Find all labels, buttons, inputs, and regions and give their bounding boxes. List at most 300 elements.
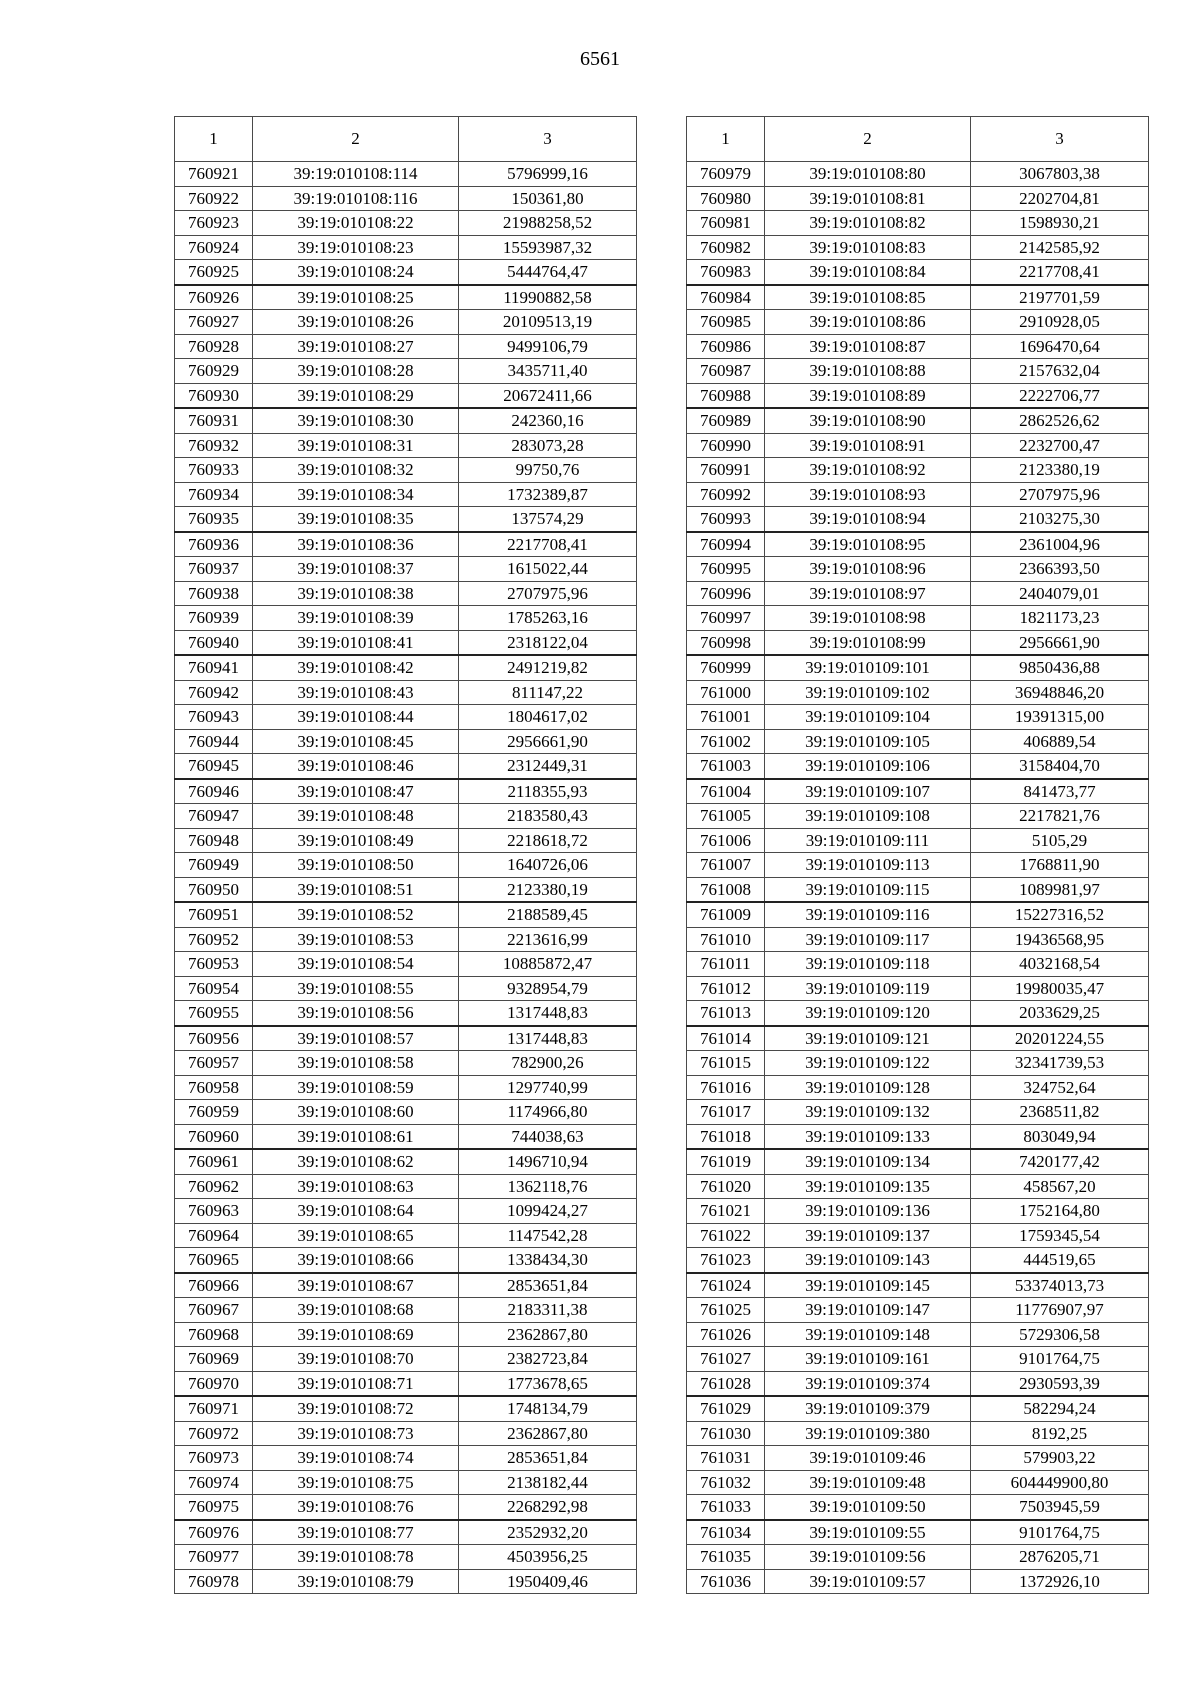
cell-value: 1696470,64	[971, 334, 1149, 359]
table-row	[687, 334, 1149, 359]
cell-number: 760965	[175, 1248, 253, 1273]
cell-cadastral-number: 39:19:010108:22	[253, 211, 459, 236]
cell-value: 2491219,82	[459, 655, 637, 680]
cell-cadastral-number: 39:19:010108:49	[253, 828, 459, 853]
cell-value: 36948846,20	[971, 680, 1149, 705]
table-row	[687, 705, 1149, 730]
cell-cadastral-number: 39:19:010109:116	[765, 902, 971, 927]
table-row	[687, 260, 1149, 285]
cell-value: 19436568,95	[971, 927, 1149, 952]
cell-cadastral-number: 39:19:010108:32	[253, 458, 459, 483]
cell-cadastral-number: 39:19:010109:107	[765, 779, 971, 804]
cell-number: 761002	[687, 729, 765, 754]
cell-number: 760930	[175, 383, 253, 408]
cell-cadastral-number: 39:19:010109:119	[765, 976, 971, 1001]
cell-number: 760936	[175, 532, 253, 557]
cell-number: 760962	[175, 1174, 253, 1199]
cell-number: 761013	[687, 1001, 765, 1026]
cell-number: 760946	[175, 779, 253, 804]
cell-number: 760972	[175, 1421, 253, 1446]
cell-number: 760993	[687, 507, 765, 532]
cell-value: 2862526,62	[971, 408, 1149, 433]
table-row	[687, 532, 1149, 557]
cell-value: 1317448,83	[459, 1026, 637, 1051]
table-row	[687, 1421, 1149, 1446]
table-row	[175, 729, 637, 754]
table-row	[687, 1569, 1149, 1594]
table-row	[175, 655, 637, 680]
table-row	[175, 804, 637, 829]
cell-cadastral-number: 39:19:010108:62	[253, 1149, 459, 1174]
table-row	[687, 779, 1149, 804]
cell-cadastral-number: 39:19:010109:55	[765, 1520, 971, 1545]
cell-value: 2366393,50	[971, 557, 1149, 582]
cell-cadastral-number: 39:19:010108:53	[253, 927, 459, 952]
cell-value: 1785263,16	[459, 606, 637, 631]
table-row	[687, 1149, 1149, 1174]
cell-cadastral-number: 39:19:010108:55	[253, 976, 459, 1001]
cell-cadastral-number: 39:19:010109:122	[765, 1051, 971, 1076]
cell-cadastral-number: 39:19:010109:106	[765, 754, 971, 779]
cell-number: 761000	[687, 680, 765, 705]
cell-cadastral-number: 39:19:010108:98	[765, 606, 971, 631]
cell-cadastral-number: 39:19:010108:71	[253, 1371, 459, 1396]
cell-number: 760970	[175, 1371, 253, 1396]
cell-value: 20672411,66	[459, 383, 637, 408]
cell-number: 761027	[687, 1347, 765, 1372]
cell-value: 15227316,52	[971, 902, 1149, 927]
cell-value: 53374013,73	[971, 1273, 1149, 1298]
column-header-number: 1	[687, 117, 765, 162]
header-row	[175, 117, 637, 162]
cell-value: 2217708,41	[459, 532, 637, 557]
cell-value: 9101764,75	[971, 1520, 1149, 1545]
table-row	[687, 1322, 1149, 1347]
table-row	[687, 1223, 1149, 1248]
cell-cadastral-number: 39:19:010108:88	[765, 359, 971, 384]
cell-value: 579903,22	[971, 1446, 1149, 1471]
cell-cadastral-number: 39:19:010109:105	[765, 729, 971, 754]
table-row	[687, 828, 1149, 853]
cell-number: 760974	[175, 1470, 253, 1495]
cell-number: 761030	[687, 1421, 765, 1446]
cell-value: 4032168,54	[971, 952, 1149, 977]
table-body	[175, 162, 637, 1594]
cell-number: 760941	[175, 655, 253, 680]
cell-cadastral-number: 39:19:010108:52	[253, 902, 459, 927]
cell-number: 760938	[175, 581, 253, 606]
cell-number: 760939	[175, 606, 253, 631]
table-row	[175, 705, 637, 730]
cell-value: 811147,22	[459, 680, 637, 705]
cell-value: 1174966,80	[459, 1100, 637, 1125]
cell-number: 761034	[687, 1520, 765, 1545]
cell-value: 2361004,96	[971, 532, 1149, 557]
cell-value: 2222706,77	[971, 383, 1149, 408]
cell-value: 2362867,80	[459, 1322, 637, 1347]
cell-cadastral-number: 39:19:010108:64	[253, 1199, 459, 1224]
table-row	[175, 285, 637, 310]
cell-number: 760948	[175, 828, 253, 853]
cell-cadastral-number: 39:19:010108:30	[253, 408, 459, 433]
cell-value: 15593987,32	[459, 235, 637, 260]
cell-number: 760978	[175, 1569, 253, 1594]
cell-value: 2876205,71	[971, 1545, 1149, 1570]
cell-value: 2157632,04	[971, 359, 1149, 384]
cell-number: 760995	[687, 557, 765, 582]
table-row	[175, 334, 637, 359]
cell-value: 2268292,98	[459, 1495, 637, 1520]
table-row	[687, 1075, 1149, 1100]
table-row	[687, 902, 1149, 927]
cell-cadastral-number: 39:19:010108:93	[765, 482, 971, 507]
cell-number: 760928	[175, 334, 253, 359]
cell-cadastral-number: 39:19:010108:57	[253, 1026, 459, 1051]
cell-number: 760977	[175, 1545, 253, 1570]
table-row	[175, 1569, 637, 1594]
table-row	[687, 754, 1149, 779]
table-row	[687, 1470, 1149, 1495]
cell-number: 761018	[687, 1124, 765, 1149]
cell-cadastral-number: 39:19:010108:91	[765, 433, 971, 458]
cell-cadastral-number: 39:19:010109:56	[765, 1545, 971, 1570]
cell-number: 761021	[687, 1199, 765, 1224]
table-row	[687, 927, 1149, 952]
cell-value: 2956661,90	[459, 729, 637, 754]
cell-number: 761036	[687, 1569, 765, 1594]
cell-cadastral-number: 39:19:010108:44	[253, 705, 459, 730]
cell-number: 760927	[175, 310, 253, 335]
cell-cadastral-number: 39:19:010109:57	[765, 1569, 971, 1594]
cell-value: 2123380,19	[459, 877, 637, 902]
cell-number: 760979	[687, 162, 765, 187]
cell-value: 1362118,76	[459, 1174, 637, 1199]
cell-cadastral-number: 39:19:010109:117	[765, 927, 971, 952]
cell-cadastral-number: 39:19:010109:50	[765, 1495, 971, 1520]
cell-value: 7503945,59	[971, 1495, 1149, 1520]
cell-value: 3067803,38	[971, 162, 1149, 187]
cell-value: 803049,94	[971, 1124, 1149, 1149]
cell-value: 1496710,94	[459, 1149, 637, 1174]
cell-value: 2217821,76	[971, 804, 1149, 829]
table-row	[687, 630, 1149, 655]
table-header	[687, 117, 1149, 162]
cell-value: 2103275,30	[971, 507, 1149, 532]
cell-value: 2138182,44	[459, 1470, 637, 1495]
cell-value: 2404079,01	[971, 581, 1149, 606]
table-row	[175, 310, 637, 335]
cell-cadastral-number: 39:19:010109:147	[765, 1298, 971, 1323]
cell-value: 2352932,20	[459, 1520, 637, 1545]
cell-number: 760990	[687, 433, 765, 458]
cell-number: 760925	[175, 260, 253, 285]
cell-cadastral-number: 39:19:010108:96	[765, 557, 971, 582]
cell-cadastral-number: 39:19:010108:42	[253, 655, 459, 680]
cell-number: 760959	[175, 1100, 253, 1125]
cell-cadastral-number: 39:19:010108:90	[765, 408, 971, 433]
table-row	[175, 1495, 637, 1520]
table-row	[175, 235, 637, 260]
cell-value: 21988258,52	[459, 211, 637, 236]
table-row	[175, 1298, 637, 1323]
cell-cadastral-number: 39:19:010108:83	[765, 235, 971, 260]
cell-number: 761026	[687, 1322, 765, 1347]
cell-number: 761029	[687, 1396, 765, 1421]
cell-number: 761020	[687, 1174, 765, 1199]
cell-cadastral-number: 39:19:010108:39	[253, 606, 459, 631]
cell-value: 2707975,96	[971, 482, 1149, 507]
cell-number: 760942	[175, 680, 253, 705]
cell-value: 2142585,92	[971, 235, 1149, 260]
cell-value: 8192,25	[971, 1421, 1149, 1446]
table-row	[175, 680, 637, 705]
column-header-cadastral-number: 2	[253, 117, 459, 162]
cell-number: 760975	[175, 1495, 253, 1520]
cell-cadastral-number: 39:19:010108:84	[765, 260, 971, 285]
cell-value: 5105,29	[971, 828, 1149, 853]
table-row	[687, 1298, 1149, 1323]
cell-cadastral-number: 39:19:010108:66	[253, 1248, 459, 1273]
table-row	[687, 1273, 1149, 1298]
cell-cadastral-number: 39:19:010109:113	[765, 853, 971, 878]
table-row	[687, 458, 1149, 483]
table-row	[175, 260, 637, 285]
cell-number: 760984	[687, 285, 765, 310]
column-header-value: 3	[971, 117, 1149, 162]
cell-value: 2930593,39	[971, 1371, 1149, 1396]
table-row	[175, 1075, 637, 1100]
cell-value: 5796999,16	[459, 162, 637, 187]
cell-number: 760932	[175, 433, 253, 458]
cell-value: 2232700,47	[971, 433, 1149, 458]
cell-number: 760926	[175, 285, 253, 310]
cell-cadastral-number: 39:19:010108:59	[253, 1075, 459, 1100]
cell-cadastral-number: 39:19:010109:121	[765, 1026, 971, 1051]
cell-number: 760988	[687, 383, 765, 408]
cell-number: 760952	[175, 927, 253, 952]
cell-value: 1732389,87	[459, 482, 637, 507]
cell-number: 760956	[175, 1026, 253, 1051]
table-row	[175, 1421, 637, 1446]
right-data-table	[686, 116, 1149, 1594]
cell-cadastral-number: 39:19:010108:31	[253, 433, 459, 458]
table-row	[175, 927, 637, 952]
page-number: 6561	[580, 48, 620, 70]
cell-number: 760983	[687, 260, 765, 285]
cell-value: 604449900,80	[971, 1470, 1149, 1495]
table-row	[175, 359, 637, 384]
cell-cadastral-number: 39:19:010108:60	[253, 1100, 459, 1125]
left-data-table	[174, 116, 637, 1594]
table-row	[175, 754, 637, 779]
cell-number: 760973	[175, 1446, 253, 1471]
table-row	[687, 877, 1149, 902]
cell-cadastral-number: 39:19:010108:89	[765, 383, 971, 408]
column-header-value: 3	[459, 117, 637, 162]
cell-cadastral-number: 39:19:010108:48	[253, 804, 459, 829]
cell-number: 761007	[687, 853, 765, 878]
cell-value: 4503956,25	[459, 1545, 637, 1570]
cell-cadastral-number: 39:19:010109:133	[765, 1124, 971, 1149]
cell-number: 760951	[175, 902, 253, 927]
cell-value: 1338434,30	[459, 1248, 637, 1273]
cell-number: 760953	[175, 952, 253, 977]
cell-cadastral-number: 39:19:010108:75	[253, 1470, 459, 1495]
cell-value: 2368511,82	[971, 1100, 1149, 1125]
cell-number: 760929	[175, 359, 253, 384]
cell-value: 9499106,79	[459, 334, 637, 359]
table-row	[175, 1223, 637, 1248]
table-row	[175, 1248, 637, 1273]
table-row	[175, 1446, 637, 1471]
cell-cadastral-number: 39:19:010109:128	[765, 1075, 971, 1100]
table-row	[687, 952, 1149, 977]
table-row	[175, 532, 637, 557]
cell-cadastral-number: 39:19:010108:61	[253, 1124, 459, 1149]
table-row	[687, 853, 1149, 878]
table-row	[175, 606, 637, 631]
cell-number: 761009	[687, 902, 765, 927]
cell-number: 760985	[687, 310, 765, 335]
cell-value: 1821173,23	[971, 606, 1149, 631]
cell-cadastral-number: 39:19:010108:56	[253, 1001, 459, 1026]
cell-value: 2362867,80	[459, 1421, 637, 1446]
cell-value: 9101764,75	[971, 1347, 1149, 1372]
cell-cadastral-number: 39:19:010108:67	[253, 1273, 459, 1298]
table-row	[687, 507, 1149, 532]
cell-value: 1598930,21	[971, 211, 1149, 236]
cell-value: 99750,76	[459, 458, 637, 483]
cell-value: 1752164,80	[971, 1199, 1149, 1224]
cell-value: 2183580,43	[459, 804, 637, 829]
cell-number: 760967	[175, 1298, 253, 1323]
table-row	[687, 1174, 1149, 1199]
cell-number: 761022	[687, 1223, 765, 1248]
table-row	[175, 408, 637, 433]
cell-value: 458567,20	[971, 1174, 1149, 1199]
cell-value: 2202704,81	[971, 186, 1149, 211]
cell-value: 1099424,27	[459, 1199, 637, 1224]
cell-number: 761005	[687, 804, 765, 829]
table-row	[175, 211, 637, 236]
cell-value: 9328954,79	[459, 976, 637, 1001]
cell-number: 760992	[687, 482, 765, 507]
cell-value: 324752,64	[971, 1075, 1149, 1100]
cell-cadastral-number: 39:19:010109:374	[765, 1371, 971, 1396]
cell-cadastral-number: 39:19:010108:82	[765, 211, 971, 236]
cell-number: 760968	[175, 1322, 253, 1347]
cell-cadastral-number: 39:19:010108:86	[765, 310, 971, 335]
table-row	[175, 976, 637, 1001]
cell-number: 760966	[175, 1273, 253, 1298]
cell-cadastral-number: 39:19:010108:46	[253, 754, 459, 779]
cell-cadastral-number: 39:19:010109:161	[765, 1347, 971, 1372]
cell-value: 1950409,46	[459, 1569, 637, 1594]
cell-value: 1773678,65	[459, 1371, 637, 1396]
cell-cadastral-number: 39:19:010109:143	[765, 1248, 971, 1273]
cell-value: 2312449,31	[459, 754, 637, 779]
cell-cadastral-number: 39:19:010109:145	[765, 1273, 971, 1298]
cell-cadastral-number: 39:19:010109:108	[765, 804, 971, 829]
table-row	[687, 235, 1149, 260]
table-row	[175, 482, 637, 507]
table-row	[175, 581, 637, 606]
table-row	[687, 433, 1149, 458]
cell-cadastral-number: 39:19:010108:63	[253, 1174, 459, 1199]
cell-value: 19391315,00	[971, 705, 1149, 730]
cell-value: 2853651,84	[459, 1446, 637, 1471]
cell-cadastral-number: 39:19:010108:45	[253, 729, 459, 754]
column-header-number: 1	[175, 117, 253, 162]
cell-number: 761028	[687, 1371, 765, 1396]
cell-value: 19980035,47	[971, 976, 1149, 1001]
cell-value: 1317448,83	[459, 1001, 637, 1026]
table-row	[175, 853, 637, 878]
cell-number: 761017	[687, 1100, 765, 1125]
cell-cadastral-number: 39:19:010108:69	[253, 1322, 459, 1347]
table-row	[687, 1545, 1149, 1570]
table-row	[687, 1396, 1149, 1421]
cell-number: 761024	[687, 1273, 765, 1298]
cell-cadastral-number: 39:19:010109:118	[765, 952, 971, 977]
table-row	[175, 507, 637, 532]
cell-cadastral-number: 39:19:010108:24	[253, 260, 459, 285]
cell-value: 1768811,90	[971, 853, 1149, 878]
cell-cadastral-number: 39:19:010109:379	[765, 1396, 971, 1421]
cell-number: 760947	[175, 804, 253, 829]
cell-cadastral-number: 39:19:010108:77	[253, 1520, 459, 1545]
cell-number: 760933	[175, 458, 253, 483]
cell-cadastral-number: 39:19:010108:37	[253, 557, 459, 582]
table-row	[687, 482, 1149, 507]
cell-cadastral-number: 39:19:010108:74	[253, 1446, 459, 1471]
cell-number: 760961	[175, 1149, 253, 1174]
cell-cadastral-number: 39:19:010108:78	[253, 1545, 459, 1570]
table-body	[687, 162, 1149, 1594]
cell-cadastral-number: 39:19:010108:28	[253, 359, 459, 384]
cell-value: 2217708,41	[971, 260, 1149, 285]
cell-value: 1640726,06	[459, 853, 637, 878]
table-row	[175, 630, 637, 655]
cell-value: 11990882,58	[459, 285, 637, 310]
table-row	[175, 779, 637, 804]
table-header	[175, 117, 637, 162]
table-row	[687, 1347, 1149, 1372]
cell-value: 2213616,99	[459, 927, 637, 952]
cell-value: 1804617,02	[459, 705, 637, 730]
cell-cadastral-number: 39:19:010108:73	[253, 1421, 459, 1446]
cell-number: 760940	[175, 630, 253, 655]
cell-cadastral-number: 39:19:010108:65	[253, 1223, 459, 1248]
table-row	[687, 408, 1149, 433]
cell-value: 782900,26	[459, 1051, 637, 1076]
cell-number: 760923	[175, 211, 253, 236]
cell-value: 10885872,47	[459, 952, 637, 977]
cell-number: 761008	[687, 877, 765, 902]
cell-number: 760976	[175, 1520, 253, 1545]
cell-cadastral-number: 39:19:010109:102	[765, 680, 971, 705]
table-row	[687, 359, 1149, 384]
cell-number: 760954	[175, 976, 253, 1001]
table-row	[175, 1347, 637, 1372]
cell-value: 20109513,19	[459, 310, 637, 335]
cell-number: 760999	[687, 655, 765, 680]
cell-value: 2033629,25	[971, 1001, 1149, 1026]
cell-cadastral-number: 39:19:010108:25	[253, 285, 459, 310]
cell-number: 760931	[175, 408, 253, 433]
cell-cadastral-number: 39:19:010108:47	[253, 779, 459, 804]
table-row	[687, 804, 1149, 829]
